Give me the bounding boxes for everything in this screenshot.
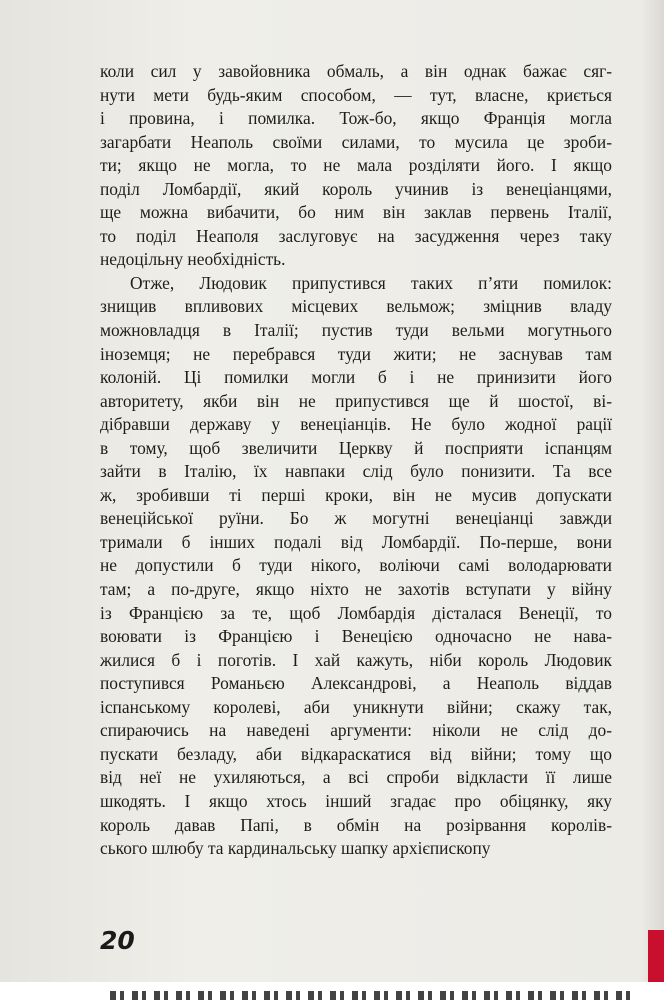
text-line: ти; якщо не могла, то не мала розділяти його. І якщо: [100, 155, 612, 176]
text-line: король давав Папі, в обмін на розірвання королів-: [100, 814, 612, 835]
text-line: ще можна вибачити, бо ним він заклав первень Італії,: [100, 202, 612, 223]
text-line: іноземця; не перебрався туди жити; не заснував там: [100, 343, 612, 364]
text-line: ського шлюбу та кардинальську шапку архієпископу: [100, 838, 491, 859]
text-line: коли сил у завойовника обмаль, а він однак бажає сяг-: [100, 61, 612, 81]
text-line: поділ Ломбардії, який король учинив із венеціанцями,: [100, 178, 612, 199]
text-line: недоцільну необхідність.: [100, 249, 286, 270]
text-line: колоній. Ці помилки могли б і не принизити його: [100, 367, 612, 388]
text-line: нути мети будь-яким способом, — тут, власне, криється: [100, 84, 612, 105]
text-line: від неї не ухиляються, а всі спроби відкласти її лише: [100, 767, 612, 788]
text-line: венеційської руїни. Бо ж могутні венеціанці завжди: [100, 508, 612, 529]
text-line: іспанському королеві, аби уникнути війни; скажу так,: [100, 696, 612, 717]
text-line: пускати безладу, аби відкараскатися від війни; тому що: [100, 743, 612, 764]
text-line: тримали б інших подалі від Ломбардії. По-перше, вони: [100, 531, 612, 552]
text-line: авторитету, якби він не припустився ще й шостої, ві-: [100, 390, 612, 411]
text-line: жилися б і поготів. І хай кажуть, ніби король Людовик: [100, 649, 612, 670]
page-number: 20: [100, 926, 135, 955]
text-line: спираючись на наведені аргументи: ніколи не слід до-: [100, 720, 612, 741]
text-line: там; а по-друге, якщо ніхто не захотів вступати у війну: [100, 579, 612, 600]
text-line: знищив впливових місцевих вельмож; зміцнив владу: [100, 296, 612, 317]
text-line: поступився Романьєю Александрові, а Неаполь віддав: [100, 673, 612, 694]
text-line: не допустили б туди нікого, воліючи самі володарювати: [100, 555, 612, 576]
red-edge-mark: [648, 930, 664, 990]
page-edge-shadow: [640, 0, 664, 1000]
text-line: можновладця в Італії; пустив туди вельми могутнього: [100, 320, 612, 341]
cropped-next-page-text: [110, 991, 630, 1000]
text-line: і провина, і помилка. Тож-бо, якщо Франція могла: [100, 108, 612, 129]
bottom-bleed-strip: [0, 982, 664, 1000]
text-line: шкодять. І якщо хтось інший згадає про обіцянку, яку: [100, 790, 612, 811]
text-line: зайти в Італію, їх навпаки слід було понизити. Та все: [100, 461, 612, 482]
text-line: із Францією за те, щоб Ломбардія дісталася Венеції, то: [100, 602, 612, 623]
text-line: Отже, Людовик припустився таких п’яти помилок:: [130, 272, 612, 293]
text-line: ж, зробивши ті перші кроки, він не мусив допускати: [100, 484, 612, 505]
text-line: загарбати Неаполь своїми силами, то мусила це зроби-: [100, 131, 612, 152]
body-text: [100, 60, 612, 861]
text-line: дібравши державу у венеціанців. Не було жодної рації: [100, 414, 612, 435]
text-line: в тому, щоб звеличити Церкву й посприяти іспанцям: [100, 437, 612, 458]
text-line: то поділ Неаполя заслуговує на засудження через таку: [100, 225, 612, 246]
text-line: воювати із Францією і Венецією одночасно не нава-: [100, 626, 612, 647]
